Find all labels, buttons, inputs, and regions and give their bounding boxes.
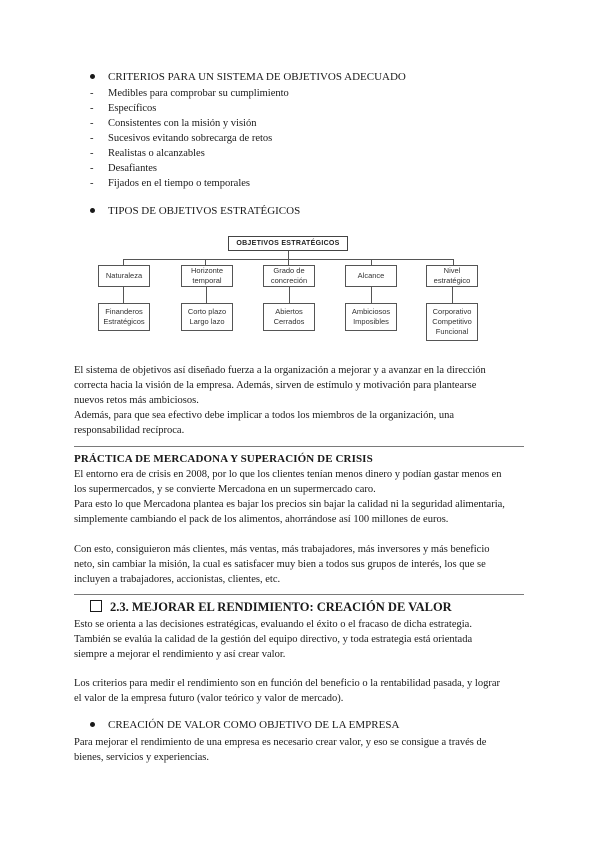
tipos-heading: TIPOS DE OBJETIVOS ESTRATÉGICOS — [108, 205, 301, 217]
paragraph-line: Esto se orienta a las decisiones estratégicas, evaluando el éxito o el fracaso de dicha estrategia. — [74, 619, 472, 630]
list-item: - Desafiantes — [90, 163, 157, 174]
objetivos-diagram — [95, 228, 475, 352]
paragraph-line: correcta hacia la visión de la empresa. Además, sirven de estímulo y motivación para plantearse — [74, 380, 477, 391]
connector-line — [289, 287, 290, 303]
diagram-values: Ambiciosos Imposibles — [345, 303, 397, 331]
creacion-heading: CREACIÓN DE VALOR COMO OBJETIVO DE LA EMPRESA — [108, 719, 400, 731]
diagram-category: Horizonte temporal — [181, 265, 233, 287]
paragraph-line: El entorno era de crisis en 2008, por lo que los clientes tenían menos dinero y podían gastar menos en — [74, 469, 502, 480]
paragraph-line: El sistema de objetivos así diseñado fuerza a la organización a mejorar y a avanzar en la dirección — [74, 365, 486, 376]
paragraph-line: simplemente cambiando el pack de los alimentos, ahorrándose así 100 millones de euros. — [74, 514, 449, 525]
practica-heading: PRÁCTICA DE MERCADONA Y SUPERACIÓN DE CRISIS — [74, 453, 373, 465]
list-item: - Realistas o alcanzables — [90, 148, 205, 159]
connector-line — [206, 287, 207, 303]
criterios-heading: CRITERIOS PARA UN SISTEMA DE OBJETIVOS ADECUADO — [108, 71, 406, 83]
bullet-icon — [90, 74, 95, 79]
bullet-icon — [90, 208, 95, 213]
creacion-heading-row — [90, 718, 399, 733]
list-item: - Fijados en el tiempo o temporales — [90, 178, 251, 189]
paragraph-line: incluyen a trabajadores, accionistas, clientes, etc. — [74, 574, 281, 585]
diagram-values: Corto plazo Largo lazo — [181, 303, 233, 331]
paragraph-line: responsabilidad recíproca. — [74, 425, 185, 436]
paragraph-line: el valor de la empresa futuro (valor teórico y valor de mercado). — [74, 693, 344, 704]
list-item: - Sucesivos evitando sobrecarga de retos — [90, 133, 273, 144]
tipos-heading-row — [90, 204, 300, 219]
connector-line — [452, 287, 453, 303]
bullet-icon — [90, 722, 95, 727]
paragraph-line: Con esto, consiguieron más clientes, más ventas, más trabajadores, más inversores y más beneficio — [74, 544, 490, 555]
diagram-category: Naturaleza — [98, 265, 150, 287]
divider — [74, 446, 524, 447]
divider — [74, 594, 524, 595]
checkbox-icon — [90, 600, 102, 612]
diagram-category: Alcance — [345, 265, 397, 287]
paragraph-line: Los criterios para medir el rendimiento son en función del beneficio o la rentabilidad pasada, y lograr — [74, 678, 500, 689]
diagram-values: Corporativo Competitivo Funcional — [426, 303, 478, 341]
diagram-category: Nivel estratégico — [426, 265, 478, 287]
criterios-heading-row — [90, 70, 406, 85]
list-item: - Medibles para comprobar su cumplimiento — [90, 88, 289, 99]
connector-line — [288, 251, 289, 259]
paragraph-line: bienes, servicios y experiencias. — [74, 752, 209, 763]
paragraph-line: nuevos retos más ambiciosos. — [74, 395, 199, 406]
list-item: - Específicos — [90, 103, 157, 114]
diagram-values: Finanderos Estratégicos — [98, 303, 150, 331]
section-title-row — [90, 600, 452, 615]
section-title: 2.3. MEJORAR EL RENDIMIENTO: CREACIÓN DE VALOR — [110, 600, 452, 614]
diagram-category: Grado de concreción — [263, 265, 315, 287]
paragraph-line: los supermercados, y se convierte Mercadona en un supermercado caro. — [74, 484, 376, 495]
diagram-title: OBJETIVOS ESTRATÉGICOS — [228, 236, 348, 251]
paragraph-line: Para esto lo que Mercadona plantea es bajar los precios sin bajar la calidad ni la seguridad alimentaria, — [74, 499, 505, 510]
list-item: - Consistentes con la misión y visión — [90, 118, 257, 129]
paragraph-line: También se evalúa la calidad de la gestión del equipo directivo, y toda estrategia está orientada — [74, 634, 473, 645]
paragraph-line: Para mejorar el rendimiento de una empresa es necesario crear valor, y eso se consigue a través de — [74, 737, 487, 748]
paragraph-line: Además, para que sea efectivo debe implicar a todos los miembros de la organización, una — [74, 410, 455, 421]
connector-line — [371, 287, 372, 303]
connector-line — [123, 287, 124, 303]
paragraph-line: siempre a mejorar el rendimiento y así crear valor. — [74, 649, 286, 660]
paragraph-line: neto, sin cambiar la misión, la cual es satisfacer muy bien a todos sus grupos de interés, los que se — [74, 559, 486, 570]
diagram-values: Abiertos Cerrados — [263, 303, 315, 331]
